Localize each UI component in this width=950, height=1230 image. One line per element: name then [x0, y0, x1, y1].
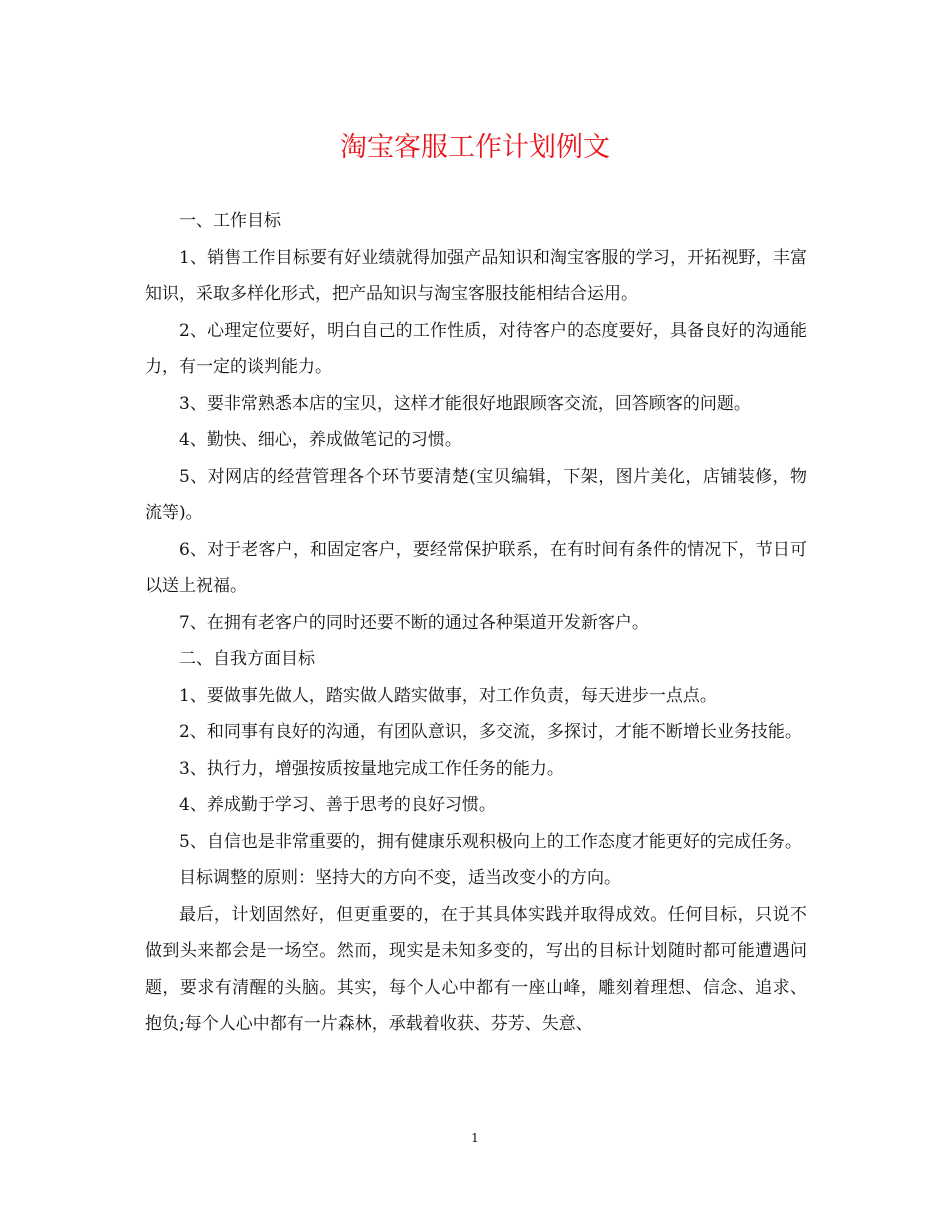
paragraph: 1、要做事先做人，踏实做人踏实做事，对工作负责，每天进步一点点。 [179, 685, 717, 706]
paragraph: 4、养成勤于学习、善于思考的良好习惯。 [179, 795, 496, 815]
paragraph: 2、和同事有良好的沟通，有团队意识，多交流，多探讨，才能不断增长业务技能。 [179, 722, 802, 742]
paragraph: 4、勤快、细心，养成做笔记的习惯。 [179, 430, 462, 450]
document-body [145, 203, 807, 1043]
section-heading-work-goals: 一、工作目标 [179, 211, 281, 231]
paragraph: 1、销售工作目标要有好业绩就得加强产品知识和淘宝客服的学习，开拓视野，丰富知识，采取多样化形式，把产品知识与淘宝客服技能相结合运用。 [145, 247, 807, 304]
paragraph: 7、在拥有老客户的同时还要不断的通过各种渠道开发新客户。 [179, 612, 649, 633]
document-title: 淘宝客服工作计划例文 [340, 132, 610, 163]
paragraph: 目标调整的原则：坚持大的方向不变，适当改变小的方向。 [179, 868, 621, 888]
paragraph: 2、心理定位要好，明白自己的工作性质，对待客户的态度要好，具备良好的沟通能力，有一定的谈判能力。 [145, 320, 807, 377]
paragraph: 3、要非常熟悉本店的宝贝，这样才能很好地跟顾客交流，回答顾客的问题。 [179, 393, 751, 414]
paragraph: 3、执行力，增强按质按量地完成工作任务的能力。 [179, 758, 564, 779]
page-number: 1 [471, 1131, 479, 1145]
paragraph: 5、自信也是非常重要的，拥有健康乐观积极向上的工作态度才能更好的完成任务。 [179, 831, 802, 852]
section-heading-self-goals: 二、自我方面目标 [179, 649, 315, 669]
paragraph: 5、对网店的经营管理各个环节要清楚(宝贝编辑，下架，图片美化，店铺装修，物流等)。 [145, 466, 807, 523]
paragraph: 最后，计划固然好，但更重要的，在于其具体实践并取得成效。任何目标，只说不做到头来都会是一场空。然而，现实是未知多变的，写出的目标计划随时都可能遭遇问题，要求有清醒的头脑。其实，每个人心中都有一座山峰，雕刻着理想、信念、追求、抱负;每个人心中都有一片森林，承载着收获、芬芳、失意、 [145, 904, 807, 1034]
paragraph: 6、对于老客户，和固定客户，要经常保护联系，在有时间有条件的情况下，节日可以送上祝福。 [145, 539, 807, 596]
